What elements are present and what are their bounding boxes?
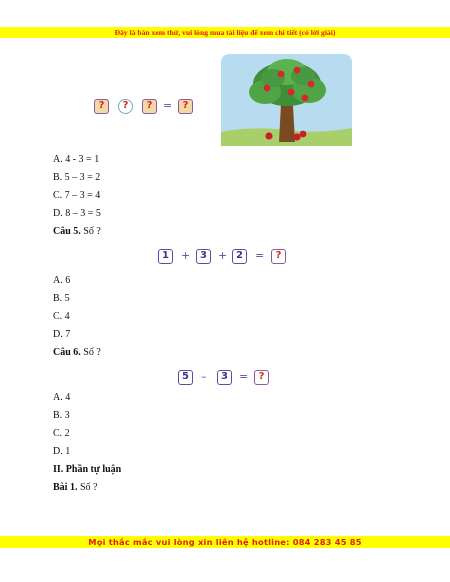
option-b: B. 5 (53, 293, 70, 304)
exercise-prompt: Số ? (79, 482, 98, 493)
option-d: D. 8 – 3 = 5 (53, 208, 101, 219)
option-d: D. 7 (53, 329, 71, 340)
question-label: Câu 5. (53, 226, 81, 237)
minus-sign: – (201, 370, 207, 383)
question-6-heading (53, 347, 101, 359)
unknown-result-box: ? (271, 249, 286, 264)
number-box: 1 (158, 249, 173, 264)
option-c: C. 4 (53, 311, 70, 322)
option-a: A. 6 (53, 275, 71, 286)
question-prompt: Số ? (83, 347, 101, 358)
unknown-sign-circle: ? (118, 99, 133, 114)
unknown-number-box: ? (142, 99, 157, 114)
equals-sign: = (239, 370, 249, 383)
plus-sign: + (181, 249, 191, 262)
section-title: II. Phần tự luận (53, 464, 122, 475)
apple-tree-icon (221, 54, 352, 146)
option-c: C. 7 – 3 = 4 (53, 190, 101, 201)
option-b: B. 3 (53, 410, 70, 421)
equals-sign: = (163, 99, 173, 112)
option-c: C. 2 (53, 428, 70, 439)
hotline-banner: Mọi thắc mắc vui lòng xin liên hệ hotline: 084 283 45 85 (0, 536, 450, 548)
option-a: A. 4 (53, 392, 71, 403)
plus-sign: + (218, 249, 228, 262)
option-d: D. 1 (53, 446, 71, 457)
unknown-number-box: ? (94, 99, 109, 114)
exercise-label: Bài 1. (53, 482, 78, 493)
option-a: A. 4 - 3 = 1 (53, 154, 100, 165)
number-box: 3 (217, 370, 232, 385)
equals-sign: = (255, 249, 265, 262)
exercise-1-heading (53, 482, 97, 494)
number-box: 5 (178, 370, 193, 385)
section-heading (53, 464, 121, 476)
number-box: 3 (196, 249, 211, 264)
question-prompt: Số ? (83, 226, 101, 237)
unknown-result-box: ? (178, 99, 193, 114)
preview-notice-banner: Đây là bản xem thử, vui lòng mua tài liệu để xem chi tiết (có lời giải) (0, 27, 450, 38)
apple-tree-illustration (221, 54, 352, 146)
question-5-heading (53, 226, 101, 238)
question-label: Câu 6. (53, 347, 81, 358)
option-b: B. 5 – 3 = 2 (53, 172, 101, 183)
unknown-result-box: ? (254, 370, 269, 385)
number-box: 2 (232, 249, 247, 264)
